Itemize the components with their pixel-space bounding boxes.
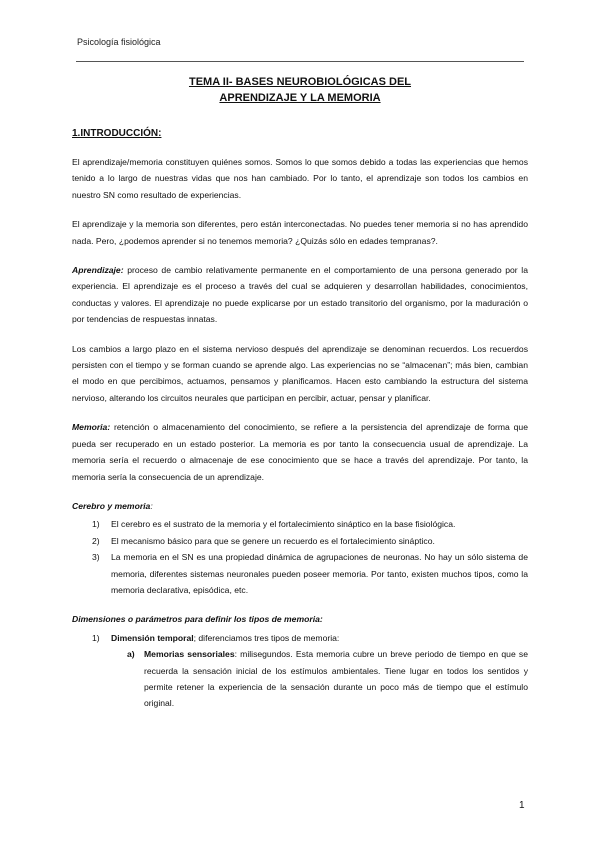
definition-aprendizaje: proceso de cambio relativamente permanente en el comportamiento de una persona generado por la experiencia. El aprendizaje es el proceso a través del cual se adquieren y desarrollan habilidades, conocimientos, conductas y valores. El aprendizaje no puede explicarse por un estado transitorio del organismo, por la maduración o por tendencias de respuestas innatas.: [72, 265, 528, 325]
dimension-temporal-label: Dimensión temporal: [111, 632, 194, 643]
list-item: [72, 533, 528, 549]
list-item-text: El mecanismo básico para que se genere un recuerdo es el fortalecimiento sináptico.: [111, 535, 435, 546]
paragraph-4: Los cambios a largo plazo en el sistema nervioso después del aprendizaje se denominan recuerdos. Los recuerdos persisten con el tiempo y se forman cuando se aprende algo. Las experiencias no se “almacenan”; más bien, cambian el modo en que percibimos, actuamos, pensamos y planificamos. Hacen esto cambiando la estructura del sistema nervioso, alterando los circuitos neurales que participan en percibir, actuar, pensar y planificar.: [72, 343, 528, 403]
list-item: [72, 646, 528, 712]
title-line-1: TEMA II- BASES NEUROBIOLÓGICAS DEL: [188, 76, 412, 88]
definition-memoria: retención o almacenamiento del conocimiento, se refiere a la persistencia del aprendizaje de forma que pueda ser recuperado en un estado posterior. La memoria es por tanto la consecuencia usual de aprendizaje. La memoria sería el recuerdo o almacenaje de ese conocimiento que se hace a través del aprendizaje. Por tanto, la memoria sería la consecuencia de un aprendizaje.: [72, 422, 528, 482]
list-item: [72, 549, 528, 598]
page-content: [72, 74, 528, 712]
list-item: [72, 516, 528, 532]
list-item-number: 3): [92, 552, 100, 563]
sub-list: [111, 646, 528, 712]
memorias-sensoriales-label: Memorias sensoriales: [144, 649, 235, 660]
header-divider: [76, 61, 524, 62]
dimensiones-list: [72, 630, 528, 712]
paragraph-aprendizaje: [72, 262, 528, 328]
list-item-number: 2): [92, 535, 100, 546]
list-item-text: La memoria en el SN es una propiedad dinámica de agrupaciones de neuronas. No hay un sólo sistema de memoria, diferentes sistemas neuronales pueden poseer memoria. Por tanto, existen muchos tipos, como la memoria declarativa, episódica, etc.: [111, 552, 528, 595]
subheading-dimensiones-text: Dimensiones o parámetros para definir los tipos de memoria: [72, 614, 320, 625]
list-item-number: 1): [92, 632, 100, 643]
subheading-cerebro-memoria: [72, 498, 528, 514]
list-item-text: El cerebro es el sustrato de la memoria y el fortalecimiento sináptico en la base fisiológica.: [111, 519, 456, 530]
subheading-cerebro-text: Cerebro y memoria: [72, 500, 151, 511]
running-header: Psicología fisiológica: [77, 37, 161, 47]
subheading-dimensiones: [72, 611, 528, 627]
subheading-dimensiones-colon: :: [319, 614, 323, 625]
paragraph-memoria: [72, 419, 528, 485]
term-memoria: Memoria:: [72, 422, 111, 433]
section-heading-introduccion: 1.INTRODUCCIÓN:: [72, 128, 162, 139]
list-item-number: 1): [92, 519, 100, 530]
title-line-2: APRENDIZAJE Y LA MEMORIA: [219, 92, 381, 104]
memorias-sensoriales-text: : milisegundos. Esta memoria cubre un breve periodo de tiempo en que se recuerda la sensación inicial de los estímulos ambientales. Tiene lugar en todos los sentidos y permite retener la experiencia de la sensación durante un poco más de tiempo que el estímulo original.: [144, 649, 528, 709]
term-aprendizaje: Aprendizaje:: [72, 265, 124, 276]
sub-item-letter: a): [127, 649, 135, 660]
page-number: 1: [519, 800, 525, 811]
cerebro-list: [72, 516, 528, 598]
list-item: [72, 630, 528, 712]
dimension-temporal-text: ; diferenciamos tres tipos de memoria:: [193, 632, 340, 643]
subheading-cerebro-colon: :: [150, 500, 153, 511]
paragraph-2: El aprendizaje y la memoria son diferentes, pero están interconectadas. No puedes tener memoria si no has aprendido nada. Pero, ¿podemos aprender si no tenemos memoria? ¿Quizás sólo en edades tempranas?.: [72, 219, 528, 246]
paragraph-1: El aprendizaje/memoria constituyen quiénes somos. Somos lo que somos debido a todas las experiencias que hemos tenido a lo largo de nuestras vidas que nos han cambiado. Por lo tanto, el aprendizaje son todos los cambios en nuestro SN como resultado de experiencias.: [72, 157, 528, 200]
